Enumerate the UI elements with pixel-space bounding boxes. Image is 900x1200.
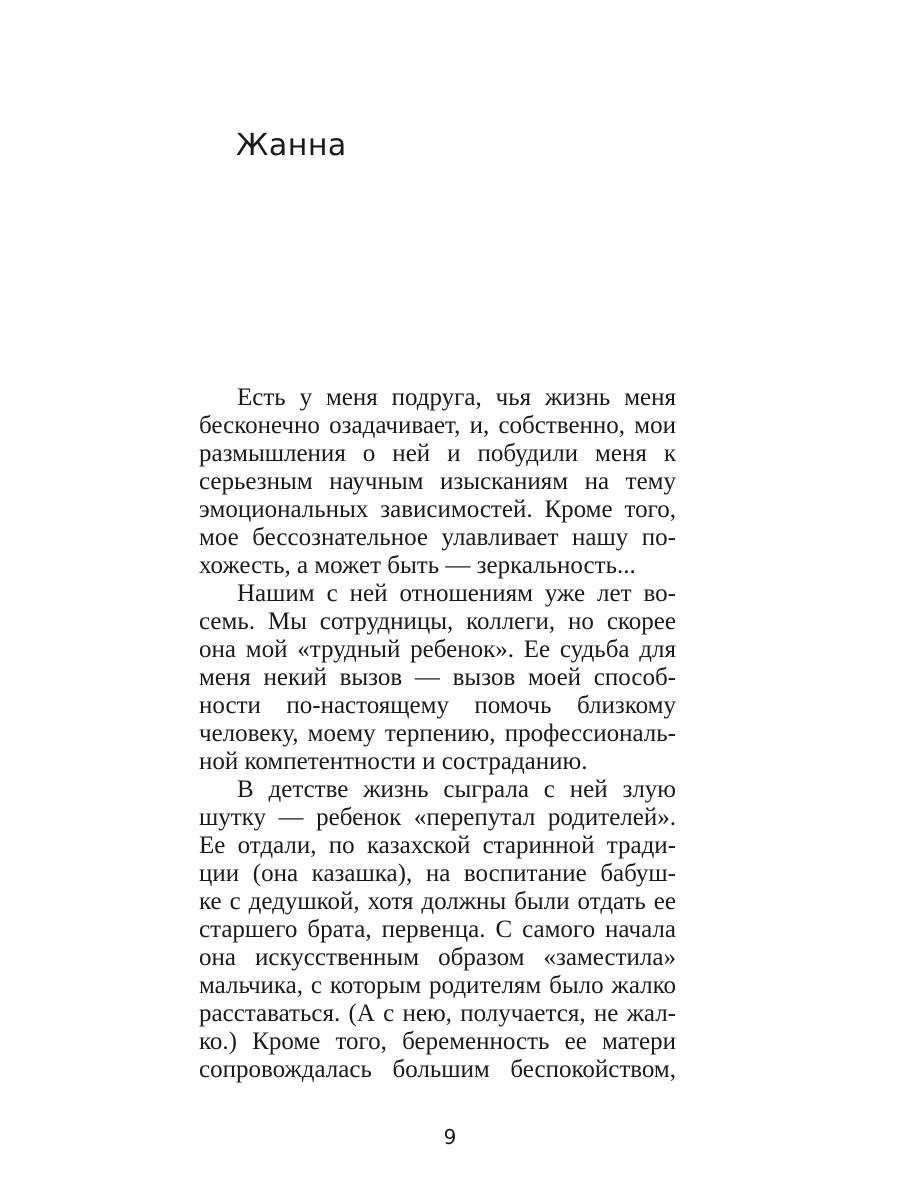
text-line: сопровождалась большим беспокойством, [199, 1056, 676, 1083]
text-line: ности по-настоящему помочь близкому [199, 692, 676, 719]
text-line: Есть у меня подруга, чья жизнь меня [237, 384, 676, 411]
page-number: 9 [443, 1125, 457, 1149]
text-line: Нашим с ней отношениям уже лет во- [237, 580, 676, 607]
text-line: меня некий вызов — вызов моей способ- [199, 664, 676, 691]
text-line: серьезным научным изысканиям на тему [199, 468, 676, 495]
chapter-title: Жанна [236, 128, 347, 163]
text-line: ции (она казашка), на воспитание бабуш- [199, 860, 676, 887]
text-line: В детстве жизнь сыграла с ней злую [237, 776, 676, 803]
text-line: семь. Мы сотрудницы, коллеги, но скорее [199, 608, 676, 635]
text-line: эмоциональных зависимостей. Кроме того, [199, 496, 676, 523]
text-line: ке с дедушкой, хотя должны были отдать ее [199, 888, 676, 915]
text-line: ной компетентности и состраданию. [199, 748, 588, 775]
text-line: Ее отдали, по казахской старинной тради- [199, 832, 676, 859]
text-line: мальчика, с которым родителям было жалко [199, 972, 676, 999]
text-line: шутку — ребенок «перепутал родителей». [199, 804, 676, 831]
text-line: мое бессознательное улавливает нашу по- [199, 524, 676, 551]
body-text [199, 384, 676, 1084]
text-line: хожесть, а может быть — зеркальность... [199, 552, 636, 579]
text-line: она искусственным образом «заместила» [199, 944, 676, 971]
text-line: размышления о ней и побудили меня к [199, 440, 676, 467]
text-line: она мой «трудный ребенок». Ее судьба для [199, 636, 676, 663]
text-line: старшего брата, первенца. С самого начала [199, 916, 676, 943]
text-line: ко.) Кроме того, беременность ее матери [199, 1028, 676, 1055]
text-line: бесконечно озадачивает, и, собственно, мои [199, 412, 676, 439]
text-line: расставаться. (А с нею, получается, не жал- [199, 1000, 676, 1027]
text-line: человеку, моему терпению, профессиональ- [199, 720, 676, 747]
